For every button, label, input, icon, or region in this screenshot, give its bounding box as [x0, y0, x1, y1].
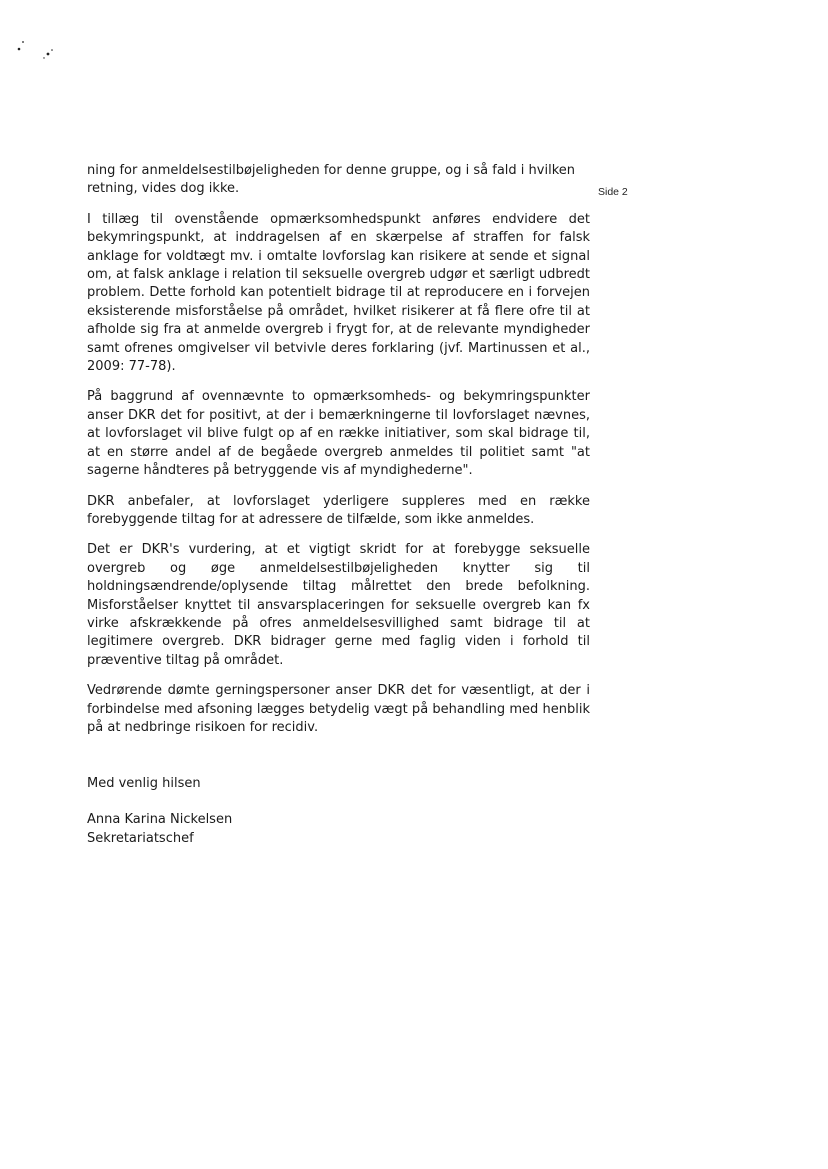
page-number: Side 2 — [598, 186, 628, 198]
paragraph-1: ning for anmeldelsestilbøjeligheden for denne gruppe, og i så fald i hvilken retning, vides dog ikke. — [87, 163, 576, 197]
scan-specks — [10, 36, 70, 66]
paragraph-2: I tillæg til ovenstående opmærksomhedspunkt anføres endvidere det bekymringspunkt, at inddragelsen af en skærpelse af straffen for falsk anklage for voldtægt mv. i omtalte lovforslag kan risikere at sende et signal om, at falsk anklage i relation til seksuelle overgreb udgør et særligt udbredt problem. Dette forhold kan potentielt bidrage til at reproducere en i forvejen eksisterende misforståelse på området, hvilket risikerer at få flere ofre til at afholde sig fra at anmelde overgreb i frygt for, at de relevante myndigheder samt ofrenes omgivelser vil betvivle deres forklaring (jvf. Martinussen et al., 2009: 77-78). — [87, 211, 590, 375]
paragraph-3: På baggrund af ovennævnte to opmærksomheds- og bekymringspunkter anser DKR det for positivt, at der i bemærkningerne til lovforslaget nævnes, at lovforslaget vil blive fulgt op af en række initiativer, som skal bidrage til, at en større andel af de begåede overgreb anmeldes til politiet samt "at sagerne håndteres på betryggende vis af myndighederne". — [87, 389, 590, 479]
letter-body — [87, 162, 590, 749]
closing-block — [87, 775, 590, 848]
paragraph-6: Vedrørende dømte gerningspersoner anser DKR det for væsentligt, at der i forbindelse med afsoning lægges betydelig vægt på behandling med henblik på at nedbringe risikoen for recidiv. — [87, 683, 590, 735]
signer-title: Sekretariatschef — [87, 830, 194, 846]
signer-name: Anna Karina Nickelsen — [87, 812, 233, 828]
paragraph-5: Det er DKR's vurdering, at et vigtigt skridt for at forebygge seksuelle overgreb og øge anmeldelsestilbøjeligheden knytter sig til holdningsændrende/oplysende tiltag målrettet den brede befolkning. Misforståelser knyttet til ansvarsplaceringen for seksuelle overgreb kan fx virke afskrækkende på ofres anmeldelsesvillighed samt bidrage til at legitimere overgreb. DKR bidrager gerne med faglig viden i forhold til præventive tiltag på området. — [87, 542, 590, 668]
closing-greeting: Med venlig hilsen — [87, 776, 201, 791]
paragraph-4: DKR anbefaler, at lovforslaget yderligere suppleres med en række forebyggende tiltag for at adressere de tilfælde, som ikke anmeldes. — [87, 493, 590, 527]
